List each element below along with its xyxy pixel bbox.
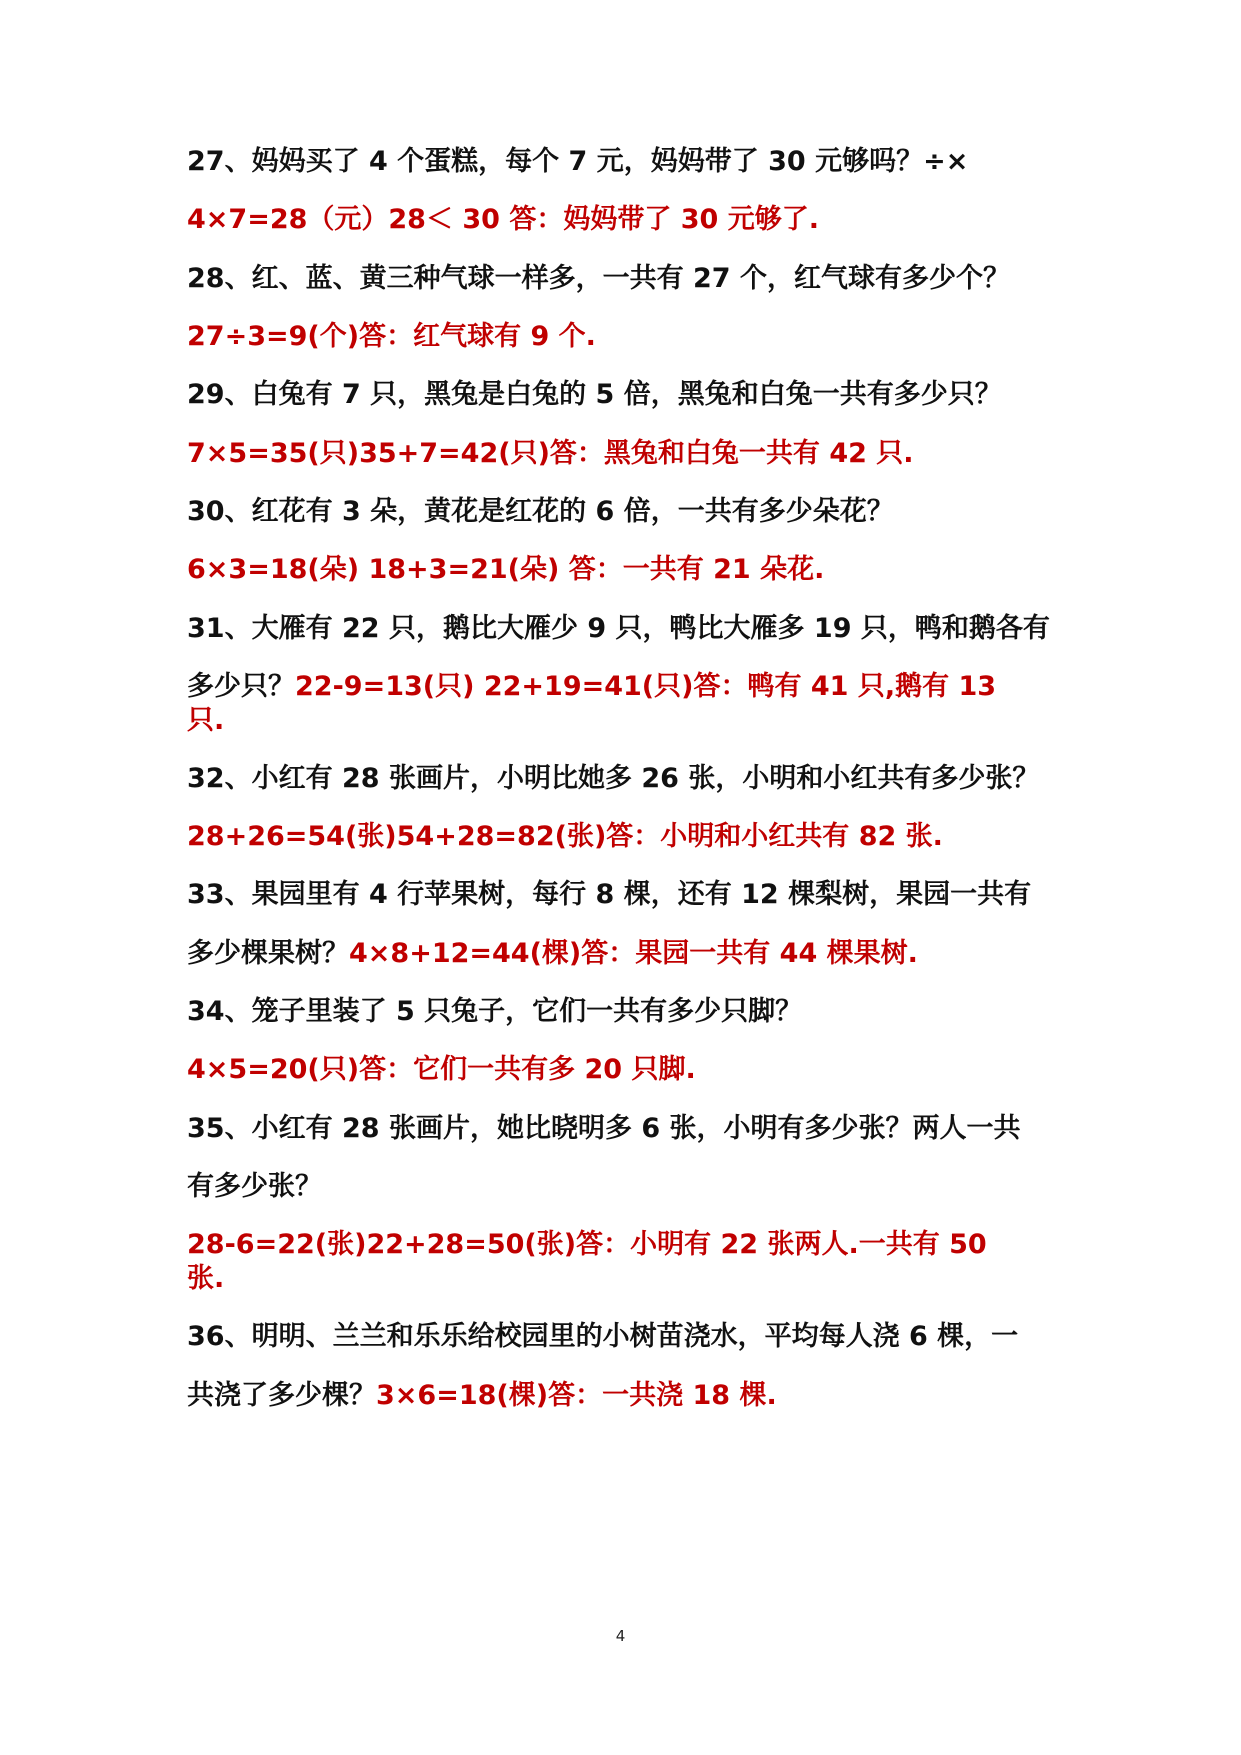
answer-27: 4×7=28（元）28＜ 30 答：妈妈带了 30 元够了. (187, 204, 819, 235)
question-32: 32、小红有 28 张画片，小明比她多 26 张，小明和小红共有多少张？ (187, 763, 1040, 794)
answer-35: 28-6=22(张)22+28=50(张)答：小明有 22 张两人.一共有 50 (187, 1229, 987, 1260)
question-30: 30、红花有 3 朵，黄花是红花的 6 倍，一共有多少朵花？ (187, 496, 894, 527)
question-31-tail: 多少只？ (187, 671, 295, 702)
question-33: 33、果园里有 4 行苹果树，每行 8 棵，还有 12 棵梨树，果园一共有 (187, 879, 1032, 910)
question-34: 34、笼子里装了 5 只兔子，它们一共有多少只脚？ (187, 996, 803, 1027)
answer-34: 4×5=20(只)答：它们一共有多 20 只脚. (187, 1054, 696, 1085)
page-number: 4 (615, 1627, 626, 1645)
question-35-cont: 有多少张？ (187, 1171, 322, 1202)
question-27: 27、妈妈买了 4 个蛋糕，每个 7 元，妈妈带了 30 元够吗？÷× (187, 146, 969, 177)
answer-29: 7×5=35(只)35+7=42(只)答：黑兔和白兔一共有 42 只. (187, 438, 914, 469)
question-33-cont (187, 937, 918, 971)
question-31-cont (187, 670, 996, 704)
question-36: 36、明明、兰兰和乐乐给校园里的小树苗浇水，平均每人浇 6 棵，一 (187, 1321, 1019, 1352)
answer-30: 6×3=18(朵) 18+3=21(朵) 答：一共有 21 朵花. (187, 554, 825, 585)
answer-33: 4×8+12=44(棵)答：果园一共有 44 棵果树. (349, 938, 918, 969)
answer-31-cont: 只. (187, 705, 225, 736)
question-36-cont (187, 1379, 777, 1413)
answer-35-cont: 张. (187, 1263, 225, 1294)
question-36-tail: 共浇了多少棵？ (187, 1380, 376, 1411)
question-35: 35、小红有 28 张画片，她比晓明多 6 张，小明有多少张？两人一共 (187, 1113, 1021, 1144)
question-33-tail: 多少棵果树？ (187, 938, 349, 969)
answer-32: 28+26=54(张)54+28=82(张)答：小明和小红共有 82 张. (187, 821, 943, 852)
answer-36: 3×6=18(棵)答：一共浇 18 棵. (376, 1380, 777, 1411)
question-28: 28、红、蓝、黄三种气球一样多，一共有 27 个，红气球有多少个？ (187, 263, 1010, 294)
question-29: 29、白兔有 7 只，黑兔是白兔的 5 倍，黑兔和白兔一共有多少只？ (187, 379, 1002, 410)
answer-28: 27÷3=9(个)答：红气球有 9 个. (187, 321, 596, 352)
answer-31: 22-9=13(只) 22+19=41(只)答：鸭有 41 只,鹅有 13 (295, 671, 997, 702)
question-31: 31、大雁有 22 只，鹅比大雁少 9 只，鸭比大雁多 19 只，鸭和鹅各有 (187, 613, 1050, 644)
